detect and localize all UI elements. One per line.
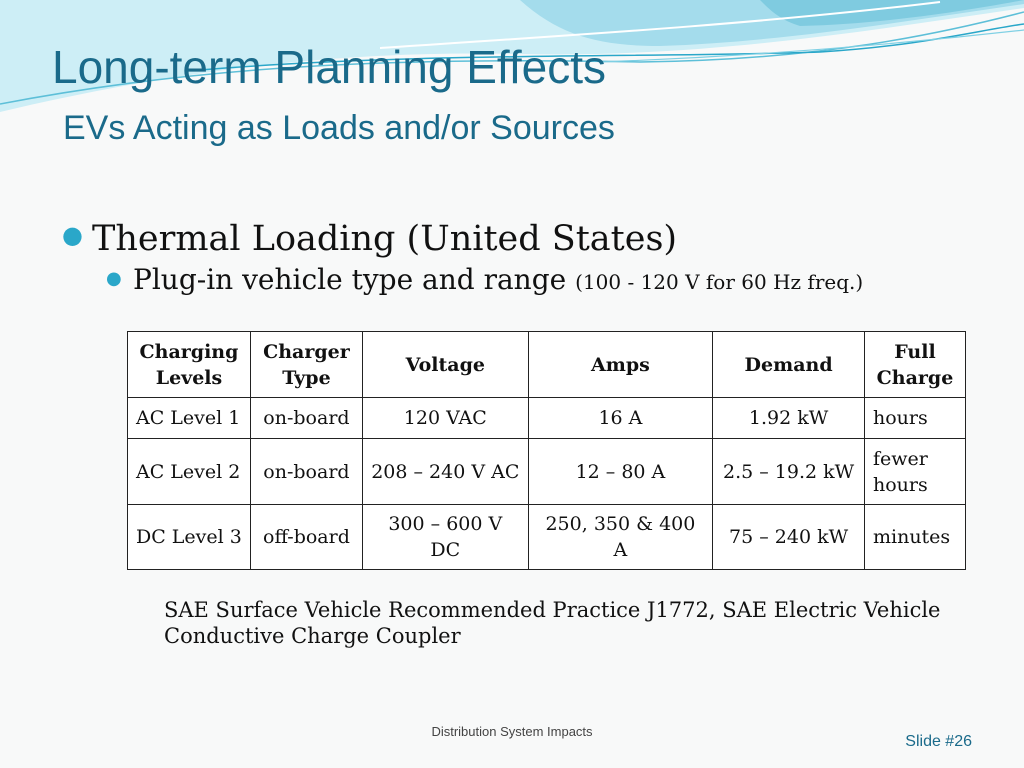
cell-amps: 12 – 80 A	[528, 439, 713, 505]
header-amps: Amps	[528, 332, 713, 398]
footer-text: Distribution System Impacts	[431, 724, 593, 739]
cell-voltage: 208 – 240 V AC	[362, 439, 528, 505]
table-row	[128, 439, 966, 505]
header-demand: Demand	[713, 332, 865, 398]
cell-demand: 2.5 – 19.2 kW	[713, 439, 865, 505]
bullet-dot-icon: ●	[62, 221, 83, 249]
cell-demand: 1.92 kW	[713, 398, 865, 439]
header-full-charge: Full Charge	[864, 332, 965, 398]
cell-amps: 16 A	[528, 398, 713, 439]
table-header-row	[128, 332, 966, 398]
bullet-dot-icon: ●	[106, 268, 122, 289]
bullet-plug-in-vehicle	[106, 258, 863, 303]
cell-charging-level: AC Level 1	[128, 398, 251, 439]
cell-demand: 75 – 240 kW	[713, 505, 865, 570]
bullet-plug-in-vehicle-text: Plug-in vehicle type and range	[133, 263, 567, 296]
cell-voltage: 300 – 600 V DC	[362, 505, 528, 570]
slide-number: Slide #26	[905, 733, 972, 750]
header-voltage: Voltage	[362, 332, 528, 398]
cell-charging-level: DC Level 3	[128, 505, 251, 570]
cell-amps: 250, 350 & 400 A	[528, 505, 713, 570]
bullet-thermal-loading	[62, 210, 677, 264]
slide-subtitle: EVs Acting as Loads and/or Sources	[63, 109, 615, 147]
cell-charger-type: on-board	[250, 398, 362, 439]
voltage-note: (100 - 120 V for 60 Hz freq.)	[575, 270, 864, 294]
table-row	[128, 398, 966, 439]
cell-charger-type: off-board	[250, 505, 362, 570]
table-row	[128, 505, 966, 570]
header-charger-type: Charger Type	[250, 332, 362, 398]
slide-title: Long-term Planning Effects	[52, 41, 607, 93]
cell-charging-level: AC Level 2	[128, 439, 251, 505]
sae-reference-text: SAE Surface Vehicle Recommended Practice J1772, SAE Electric Vehicle Conductive Charge Coupler	[164, 598, 941, 648]
cell-full-charge: hours	[864, 398, 965, 439]
cell-full-charge: fewer hours	[864, 439, 965, 505]
header-charging-levels: Charging Levels	[128, 332, 251, 398]
cell-full-charge: minutes	[864, 505, 965, 570]
cell-charger-type: on-board	[250, 439, 362, 505]
charging-levels-table	[127, 331, 966, 570]
bullet-thermal-loading-text: Thermal Loading (United States)	[92, 219, 678, 259]
cell-voltage: 120 VAC	[362, 398, 528, 439]
